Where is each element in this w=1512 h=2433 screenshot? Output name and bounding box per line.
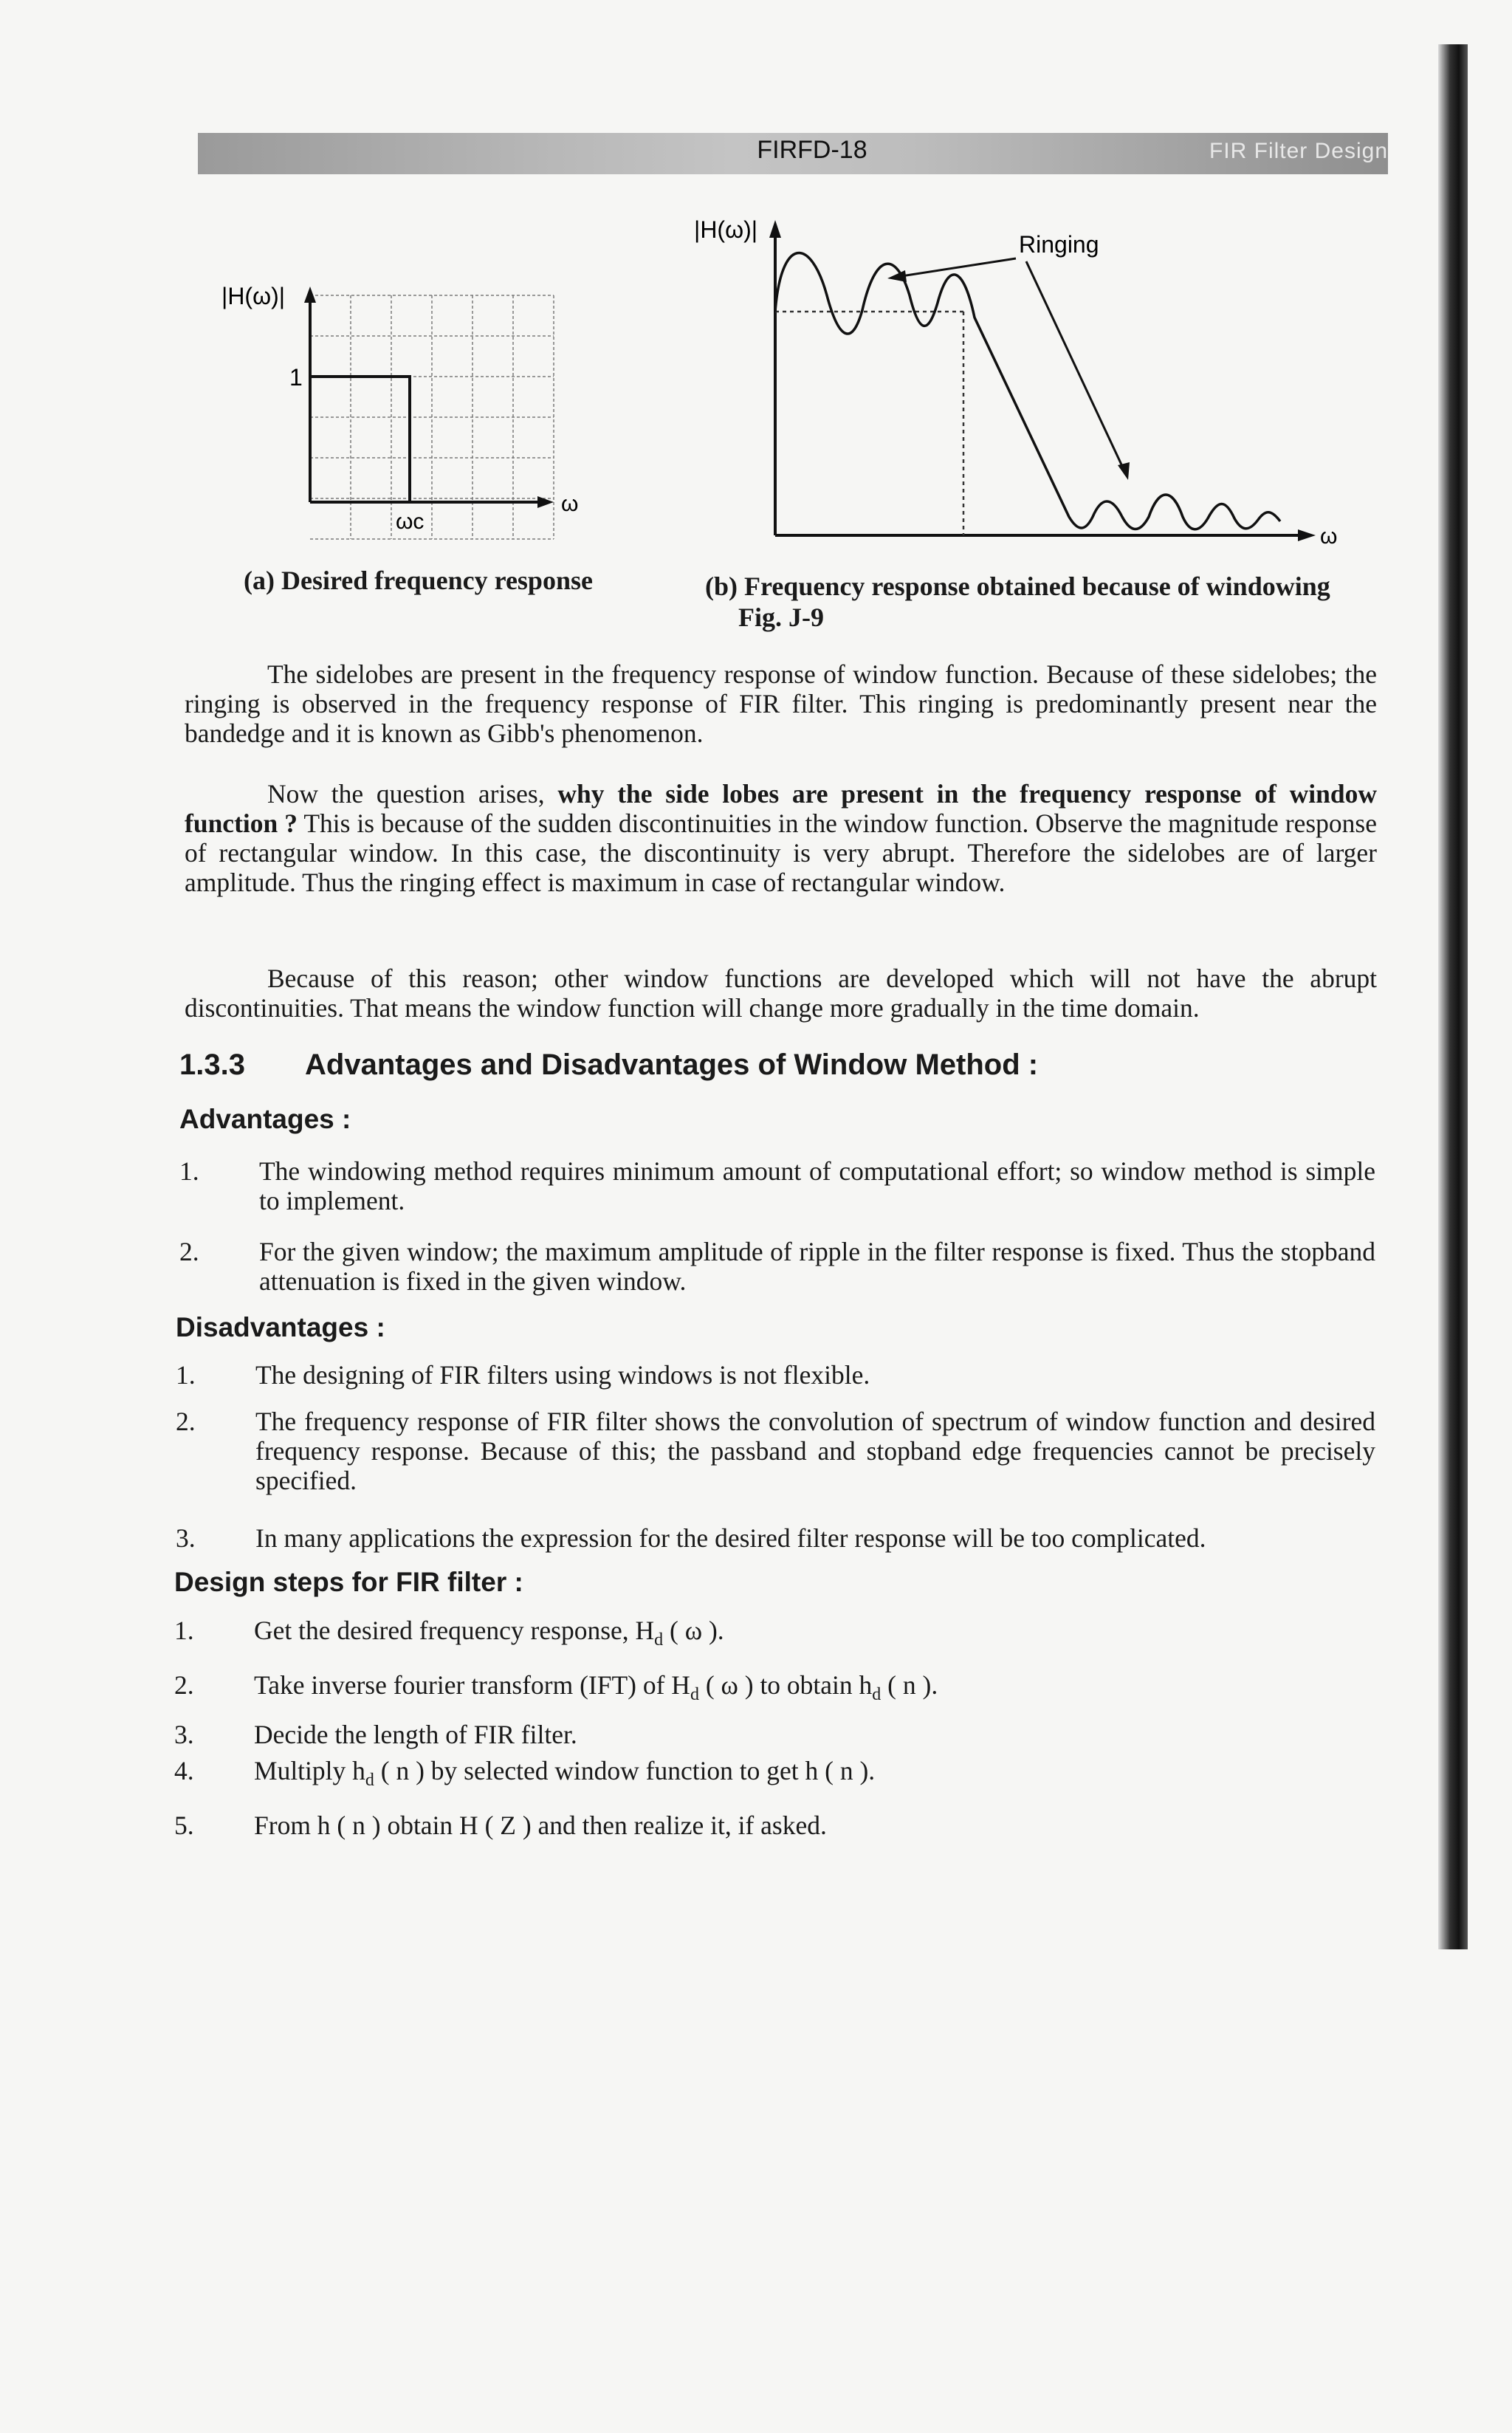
design-step-4-text-wrap xyxy=(254,1756,1355,1795)
figure-b-x-label: ω xyxy=(1320,524,1338,549)
figure-b-ringing-arrowhead-2 xyxy=(1118,462,1130,480)
paragraph-why-start: Now the question arises, xyxy=(267,779,558,809)
disadvantage-item-3-text: In many applications the expression for the desired filter response will be too complicated. xyxy=(255,1523,1206,1553)
design-step-5 xyxy=(174,1811,1355,1843)
paragraph-other-windows: Because of this reason; other window functions are developed which will not have the abrupt discontinuities. That means the window function will change more gradually in the time domain. xyxy=(185,964,1377,1023)
figure-label: Fig. J-9 xyxy=(738,603,824,632)
disadvantage-item-3-number: 3. xyxy=(176,1523,196,1553)
figure-b-caption: (b) Frequency response obtained because of windowing xyxy=(705,572,1330,601)
figure-a-x-label: ω xyxy=(561,492,579,516)
figure-a-x-arrow xyxy=(537,496,554,508)
disadvantage-item-2-number: 2. xyxy=(176,1407,196,1436)
figure-b-x-arrow xyxy=(1298,529,1316,541)
advantage-item-1 xyxy=(179,1156,1375,1217)
figure-a-ideal-lowpass xyxy=(310,377,410,502)
paragraph-why-sidelobes xyxy=(185,779,1377,897)
paragraph-why-end: This is because of the sudden discontinuities in the window function. Observe the magnitude response of rectangular window. In this case, the discontinuity is very abrupt. Therefore the sidelobes are of larger amplitude. Thus the ringing effect is maximum in case of rectangular window. xyxy=(185,809,1377,897)
design-step-4-text: Multiply h xyxy=(254,1756,365,1785)
disadvantage-item-2-text: The frequency response of FIR filter shows the convolution of spectrum of window function and desired frequency response. Because of this; the passband and stopband edge frequencies cannot be precisely specified. xyxy=(255,1407,1375,1495)
design-step-1-text: Get the desired frequency response, H xyxy=(254,1616,655,1645)
running-header-title: FIRFD-18 xyxy=(757,136,867,164)
figure-b-response-curve xyxy=(775,253,1280,529)
design-step-3 xyxy=(174,1720,1355,1752)
disadvantage-item-1-number: 1. xyxy=(176,1360,196,1390)
design-step-3-number: 3. xyxy=(174,1720,194,1749)
advantage-item-2-number: 2. xyxy=(179,1237,199,1266)
disadvantage-item-1 xyxy=(176,1360,1375,1391)
disadvantage-item-3 xyxy=(176,1523,1375,1554)
figure-a-y-arrow xyxy=(304,286,316,303)
figure-b-y-arrow xyxy=(769,220,781,238)
figure-a-level-label: 1 xyxy=(289,364,303,391)
design-step-5-text: From h ( n ) obtain H ( Z ) and then realize it, if asked. xyxy=(254,1811,827,1840)
design-step-2-sub2: d xyxy=(872,1685,882,1705)
design-step-1-number: 1. xyxy=(174,1616,194,1645)
book-spine-shadow xyxy=(1438,44,1468,1949)
figure-a-y-label: |H(ω)| xyxy=(221,283,286,309)
design-step-3-text: Decide the length of FIR filter. xyxy=(254,1720,577,1749)
design-step-1-text-wrap xyxy=(254,1616,1355,1655)
advantage-item-2 xyxy=(179,1237,1375,1297)
figure-b-ringing-arrowhead-1 xyxy=(887,270,907,282)
design-step-4 xyxy=(174,1756,1355,1791)
disadvantages-heading: Disadvantages : xyxy=(176,1312,385,1342)
design-step-2-mid: ( ω ) to obtain h xyxy=(698,1670,873,1700)
design-step-5-number: 5. xyxy=(174,1811,194,1840)
paragraph-why-question: why the side lobes are present in the frequency response of window function ? xyxy=(185,779,1377,838)
advantage-item-1-text: The windowing method requires minimum amount of computational effort; so window method is simple to implement. xyxy=(259,1156,1375,1215)
running-header-section: FIR Filter Design xyxy=(1209,139,1388,163)
disadvantage-item-2 xyxy=(176,1407,1375,1499)
design-step-4-sub: d xyxy=(365,1771,374,1791)
design-step-2-text-wrap xyxy=(254,1670,1355,1709)
section-number: 1.3.3 xyxy=(179,1049,245,1081)
design-step-2-sub: d xyxy=(690,1685,699,1705)
advantage-item-1-number: 1. xyxy=(179,1156,199,1186)
design-step-2-number: 2. xyxy=(174,1670,194,1700)
design-step-1-post: ( ω ). xyxy=(663,1616,724,1645)
figure-a-cutoff-label: ωc xyxy=(396,509,425,534)
paragraph-sidelobes: The sidelobes are present in the frequency response of window function. Because of these sidelobes; the ringing is observed in the frequency response of FIR filter. This ringing is predominantly present near the bandedge and it is known as Gibb's phenomenon. xyxy=(185,659,1377,748)
figure-b-ringing-label: Ringing xyxy=(1019,231,1099,258)
design-step-2 xyxy=(174,1670,1355,1703)
section-title: Advantages and Disadvantages of Window Method : xyxy=(305,1049,1039,1081)
advantages-heading: Advantages : xyxy=(179,1104,351,1134)
figure-a-caption: (a) Desired frequency response xyxy=(244,566,593,595)
advantage-item-2-text: For the given window; the maximum amplitude of ripple in the filter response is fixed. Thus the stopband attenuation is fixed in the given window. xyxy=(259,1237,1375,1296)
design-step-4-post: ( n ) by selected window function to get h ( n ). xyxy=(374,1756,876,1785)
design-steps-heading: Design steps for FIR filter : xyxy=(174,1567,523,1597)
disadvantage-item-1-text: The designing of FIR filters using windows is not flexible. xyxy=(255,1360,870,1390)
figure-a-desired-response xyxy=(221,273,605,554)
figure-b-ringing-arrow-2 xyxy=(1026,261,1126,474)
design-step-2-post: ( n ). xyxy=(881,1670,938,1700)
figure-b-windowed-response xyxy=(694,207,1344,554)
design-step-4-number: 4. xyxy=(174,1756,194,1785)
design-step-1 xyxy=(174,1616,1355,1648)
design-step-1-sub: d xyxy=(654,1630,664,1650)
design-step-2-text: Take inverse fourier transform (IFT) of H xyxy=(254,1670,690,1700)
figure-b-y-label: |H(ω)| xyxy=(694,216,758,243)
